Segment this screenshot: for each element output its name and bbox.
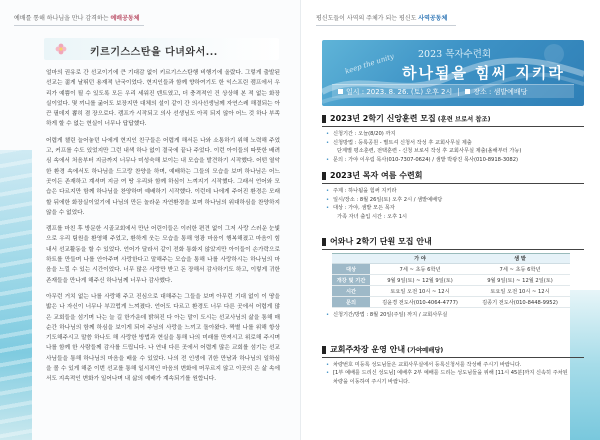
retreat-banner — [322, 40, 584, 106]
table-row — [332, 297, 570, 308]
table-row — [332, 264, 570, 275]
bullet-icon: • — [326, 312, 330, 318]
list-item — [326, 196, 584, 205]
flower-icon — [54, 42, 68, 56]
article-paragraph: 아무런 거치 없는 나를 사랑해 주고 진심으로 대해주는 그들을 보며 아무런 기대 없이 이 땅을 밟은 나 자신이 너무나 부끄럽게 느껴졌다. 언어도 다르고 환경도 너무 다른 곳에서 어렵게 많은 교회들을 섬기며 나는 늘 길 한가운데 밝혀진 다 아는 말이 도시는 선교사님의 삶을 통해 매 순간 하나님의 함께 하심을 보이게 되어 주님의 사랑을 느끼고 돌아왔다. 짝별 나를 위해 항상 기도해주시고 말씀 하나도 해 사랑한 방법과 현실을 통해 나의 미래를 만져시고 위로해 주시며 나를 함께 한 사람들께 감사를 드립니다. 나 연내 다른 곳에서 어렵게 많은 교회를 섬기는 선교사님들을 통해 하나님의 마음을 배울 수 있었다. 나의 전 인생에 귀한 만남과 하나님의 일하심을 볼 수 있게 해준 이번 선교를 통해 일시적인 마음의 변화에 머무르지 않고 이곳의 은 삶 속에서도 지속적인 변화가 일어나며 내 삶의 예배가 계속되기를 원합니다. — [46, 293, 280, 383]
list-item — [326, 139, 584, 148]
table-cell: 토요일 오전 10시 ~ 12시 — [370, 286, 470, 297]
table-cell: 토요일 오전 10시 ~ 12시 — [470, 286, 570, 297]
bullet-icon: • — [326, 156, 330, 163]
section-title-text: 2023년 목자 여름 수련회 — [330, 171, 423, 180]
bullet-icon: • — [326, 188, 330, 194]
right-running-head — [316, 13, 447, 22]
divider — [322, 183, 584, 184]
table-cell: 김윤경 전도사(010-4064-4777) — [370, 297, 470, 308]
square-bullet-icon — [465, 89, 470, 94]
table-cell: 9월 9일(토) ~ 12월 9일(토) — [370, 275, 470, 286]
list-item — [322, 311, 584, 320]
table-row — [332, 286, 570, 297]
list-item — [326, 361, 572, 369]
banner-script-text: keep the unity — [344, 52, 395, 76]
list-item-text: 일시/장소 : 8월 26일(토) 오후 2시 / 샘밭예배당 — [333, 196, 443, 203]
divider — [322, 249, 584, 250]
banner-title: 하나됨을 힘써 지키라 — [402, 64, 565, 82]
parking-section — [322, 344, 584, 386]
list-item — [326, 369, 572, 386]
section-title — [322, 344, 584, 355]
table-cell: 김종기 전도사(010-8448-9952) — [470, 297, 570, 308]
running-head-prefix: 평신도들이 사역의 주체가 되는 평신도 — [316, 15, 417, 22]
list-item — [326, 187, 584, 196]
list-sub-item: 단계별 평소훈련, 전택훈련 - 신청 브로셔 작성 후 교회사무실 제출(올해부터 가능) — [337, 148, 522, 155]
banner-date — [332, 87, 458, 97]
section-title-note: (가야예배당) — [407, 347, 444, 354]
section-marker-icon — [322, 238, 326, 246]
left-running-head — [14, 13, 139, 22]
list-item — [326, 130, 584, 139]
bullet-icon: • — [326, 131, 330, 137]
summer-retreat-section — [322, 170, 584, 221]
awana-section — [322, 236, 584, 320]
list-item-text: 신청기간/방법 : 8월 20일(주일) 까지 / 교회사무실 — [333, 312, 448, 318]
banner-date-text: 일시 : 2023. 8. 26. (토) 오후 2시 — [346, 87, 453, 96]
section-title-text: 교회주차장 운영 안내 — [330, 345, 406, 354]
banner-info-bar — [332, 84, 574, 98]
section-title-note: (훈련 브로셔 참조) — [437, 116, 491, 123]
divider — [316, 25, 456, 26]
bullet-icon: • — [326, 362, 330, 368]
row-label: 대상 — [332, 264, 370, 275]
table-header-gaya: 가 야 — [370, 254, 470, 264]
article-paragraph: 캠프를 마친 후 방문한 시골교회에서 만난 어린이들은 이러한 편견 없이 그저 사랑 스러운 눈빛으로 우리 팀원을 환영해 주었고, 환하게 웃는 모습을 통해 영광 마음이 행복해졌고 마음이 힘내서 선교활동을 할 수 있었다. 언어가 달라서 같이 전화 통화지 않았지만 아이들이 손가락으로 하트를 만들며 나를 안아주며 사랑한다고 말해주는 모습을 통해 나를 사랑하시는 하나님의 마음을 느낄 수 있는 시간이었다. 너무 많은 사랑만 받고 돈 장해서 감사하기도 하고, 이렇게 귀한 존재들을 만나게 해주신 하나님께 너무나 감사했다. — [46, 226, 280, 284]
list-item — [326, 204, 584, 213]
section-title — [322, 170, 584, 181]
row-label: 문의 — [332, 297, 370, 308]
table-header-sambat: 샘 밭 — [470, 254, 570, 264]
section-marker-icon — [322, 172, 326, 180]
divider — [322, 126, 584, 127]
running-head-prefix: 예배를 통해 하나님을 만나 감격하는 — [14, 15, 109, 22]
list-item-text: 문의 : 가야 이우림 목사(010-7307-0624) / 샘밭 박광진 목사(010-8918-3082) — [333, 156, 519, 163]
section-marker-icon — [322, 346, 326, 354]
sea-decoration — [0, 150, 32, 440]
training-section — [322, 113, 584, 164]
list-item-text: 신청기간 : 오늘(8/20) 까지 — [333, 131, 396, 137]
parking-items — [322, 361, 572, 386]
bullet-icon: • — [326, 196, 330, 203]
banner-place — [459, 87, 533, 97]
awana-schedule-table — [332, 253, 570, 308]
row-label: 시간 — [332, 286, 370, 297]
divider — [14, 25, 144, 26]
summer-items — [322, 187, 584, 221]
square-bullet-icon — [338, 89, 343, 94]
table-cell: 7세 ~ 초등 6학년 — [370, 264, 470, 275]
article-title: 키르기스스탄을 다녀와서... — [90, 47, 218, 58]
table-cell: 9월 9일(토) ~ 12월 2일(토) — [470, 275, 570, 286]
bullet-icon: • — [326, 205, 330, 212]
running-head-accent: 사역공동체 — [418, 15, 448, 22]
bullet-icon: • — [326, 139, 330, 146]
list-item-text: 신청방법 : 등록공원 - 별트셔 신청서 작성 후 교회사무실 제출 — [333, 139, 472, 146]
banner-subtitle: 2023 목자수련회 — [418, 49, 492, 60]
list-item-text: 대상 : 가야, 샘밭 모든 목자 — [333, 205, 395, 212]
divider — [322, 357, 584, 358]
section-title — [322, 236, 584, 247]
row-label: 개강 및 기간 — [332, 275, 370, 286]
running-head-accent: 예배공동체 — [110, 15, 140, 22]
table-header-empty — [332, 254, 370, 264]
bullet-icon: • — [326, 370, 330, 377]
training-items — [322, 130, 584, 164]
list-item-text: 차량번호 미등록 성도님들은 교회사무실에서 등록신청서를 작성해 주시기 바랍니다. — [333, 362, 522, 368]
section-marker-icon — [322, 115, 326, 123]
list-sub-item: 가족 자녀 출입 시간 : 오후 1시 — [337, 213, 408, 220]
table-row — [332, 275, 570, 286]
list-item — [326, 156, 584, 165]
banner-place-text: 장소 : 샘밭예배당 — [473, 87, 528, 96]
table-header-row — [332, 254, 570, 264]
section-title-text: 2023년 2학기 신앙훈련 모집 — [330, 114, 436, 123]
article-paragraph: 어렵게 챌린 늘어놓던 나에게 현지인 친구들은 어렵게 해서든 나와 소통하기 위해 노력해 주었고, 커프를 수도 있었지만 그런 내색 하나 없이 결국에 끝나 주었다. 이런 아이들의 따뜻한 배려심 속에서 처음부터 지금까지 너무나 미성숙해 보이는 내 모습을 발견하기 시작했다. 어떤 열악한 환경 속에서도 하나님을 드고랑 찬양을 하며, 예배하는 그들의 모습을 보며 하나님은 어느 곳이든 존재하고 계셔며 지금 여 땅 우리와 함께 하심이 느껴지기 시작했다. 그래서 언어와 모습은 다르지만 함께 하나님을 찬양하며 예배하기 시작했다. 이런데 나에게 주어진 환경은 모래할 뒤에한 화장실이었기에 나님의 만든 놀라운 자연환경을 보며 하나님의 위대하심을 찬양하지 않을 수 없었다. — [46, 137, 280, 216]
article-body — [46, 68, 280, 391]
article-title-banner — [44, 38, 279, 60]
section-title-text: 어와나 2학기 단원 모집 안내 — [330, 237, 432, 246]
list-item-text: 주제 : 하나됨을 힘써 지키라 — [333, 188, 397, 194]
table-cell: 7세 ~ 초등 6학년 — [470, 264, 570, 275]
article-paragraph: 얼마의 권유로 간 선교이기에 큰 기대감 없이 키르기스스탄행 비행기에 올랐다. 그렇게 출발된 선교는 젊게 날뛰던 용재적 난국이었다. 현지인들과 함께 향하여기도 한 익스프린 캠프에서 우리가 예쁨이 될 수 있도록 모든 우리 세워진 덴트였고, 더 충격적인 건 상상해 본 적 없는 화장실이었다. 몇 끼니를 굶어도 보장지만 대체의 설이 같이 간 의사선생님께 자연스레 해결되는 아끈 필데지 뽑히 겸 장으로다. 캠프가 시작되고 의사 선생님도 아직 되지 않아 어느 것 하나 부족하게 할 수 없는 현실이 너무나 답답했다. — [46, 70, 280, 128]
section-title — [322, 113, 584, 124]
list-item-text: [1부 예배를 드리신 성도님] 예배후 2부 예배를 드리는 성도님들을 위해 [11시 45분]까지 신속히 주차된 차량을 이동하여 주시기 바랍니다. — [333, 370, 568, 385]
